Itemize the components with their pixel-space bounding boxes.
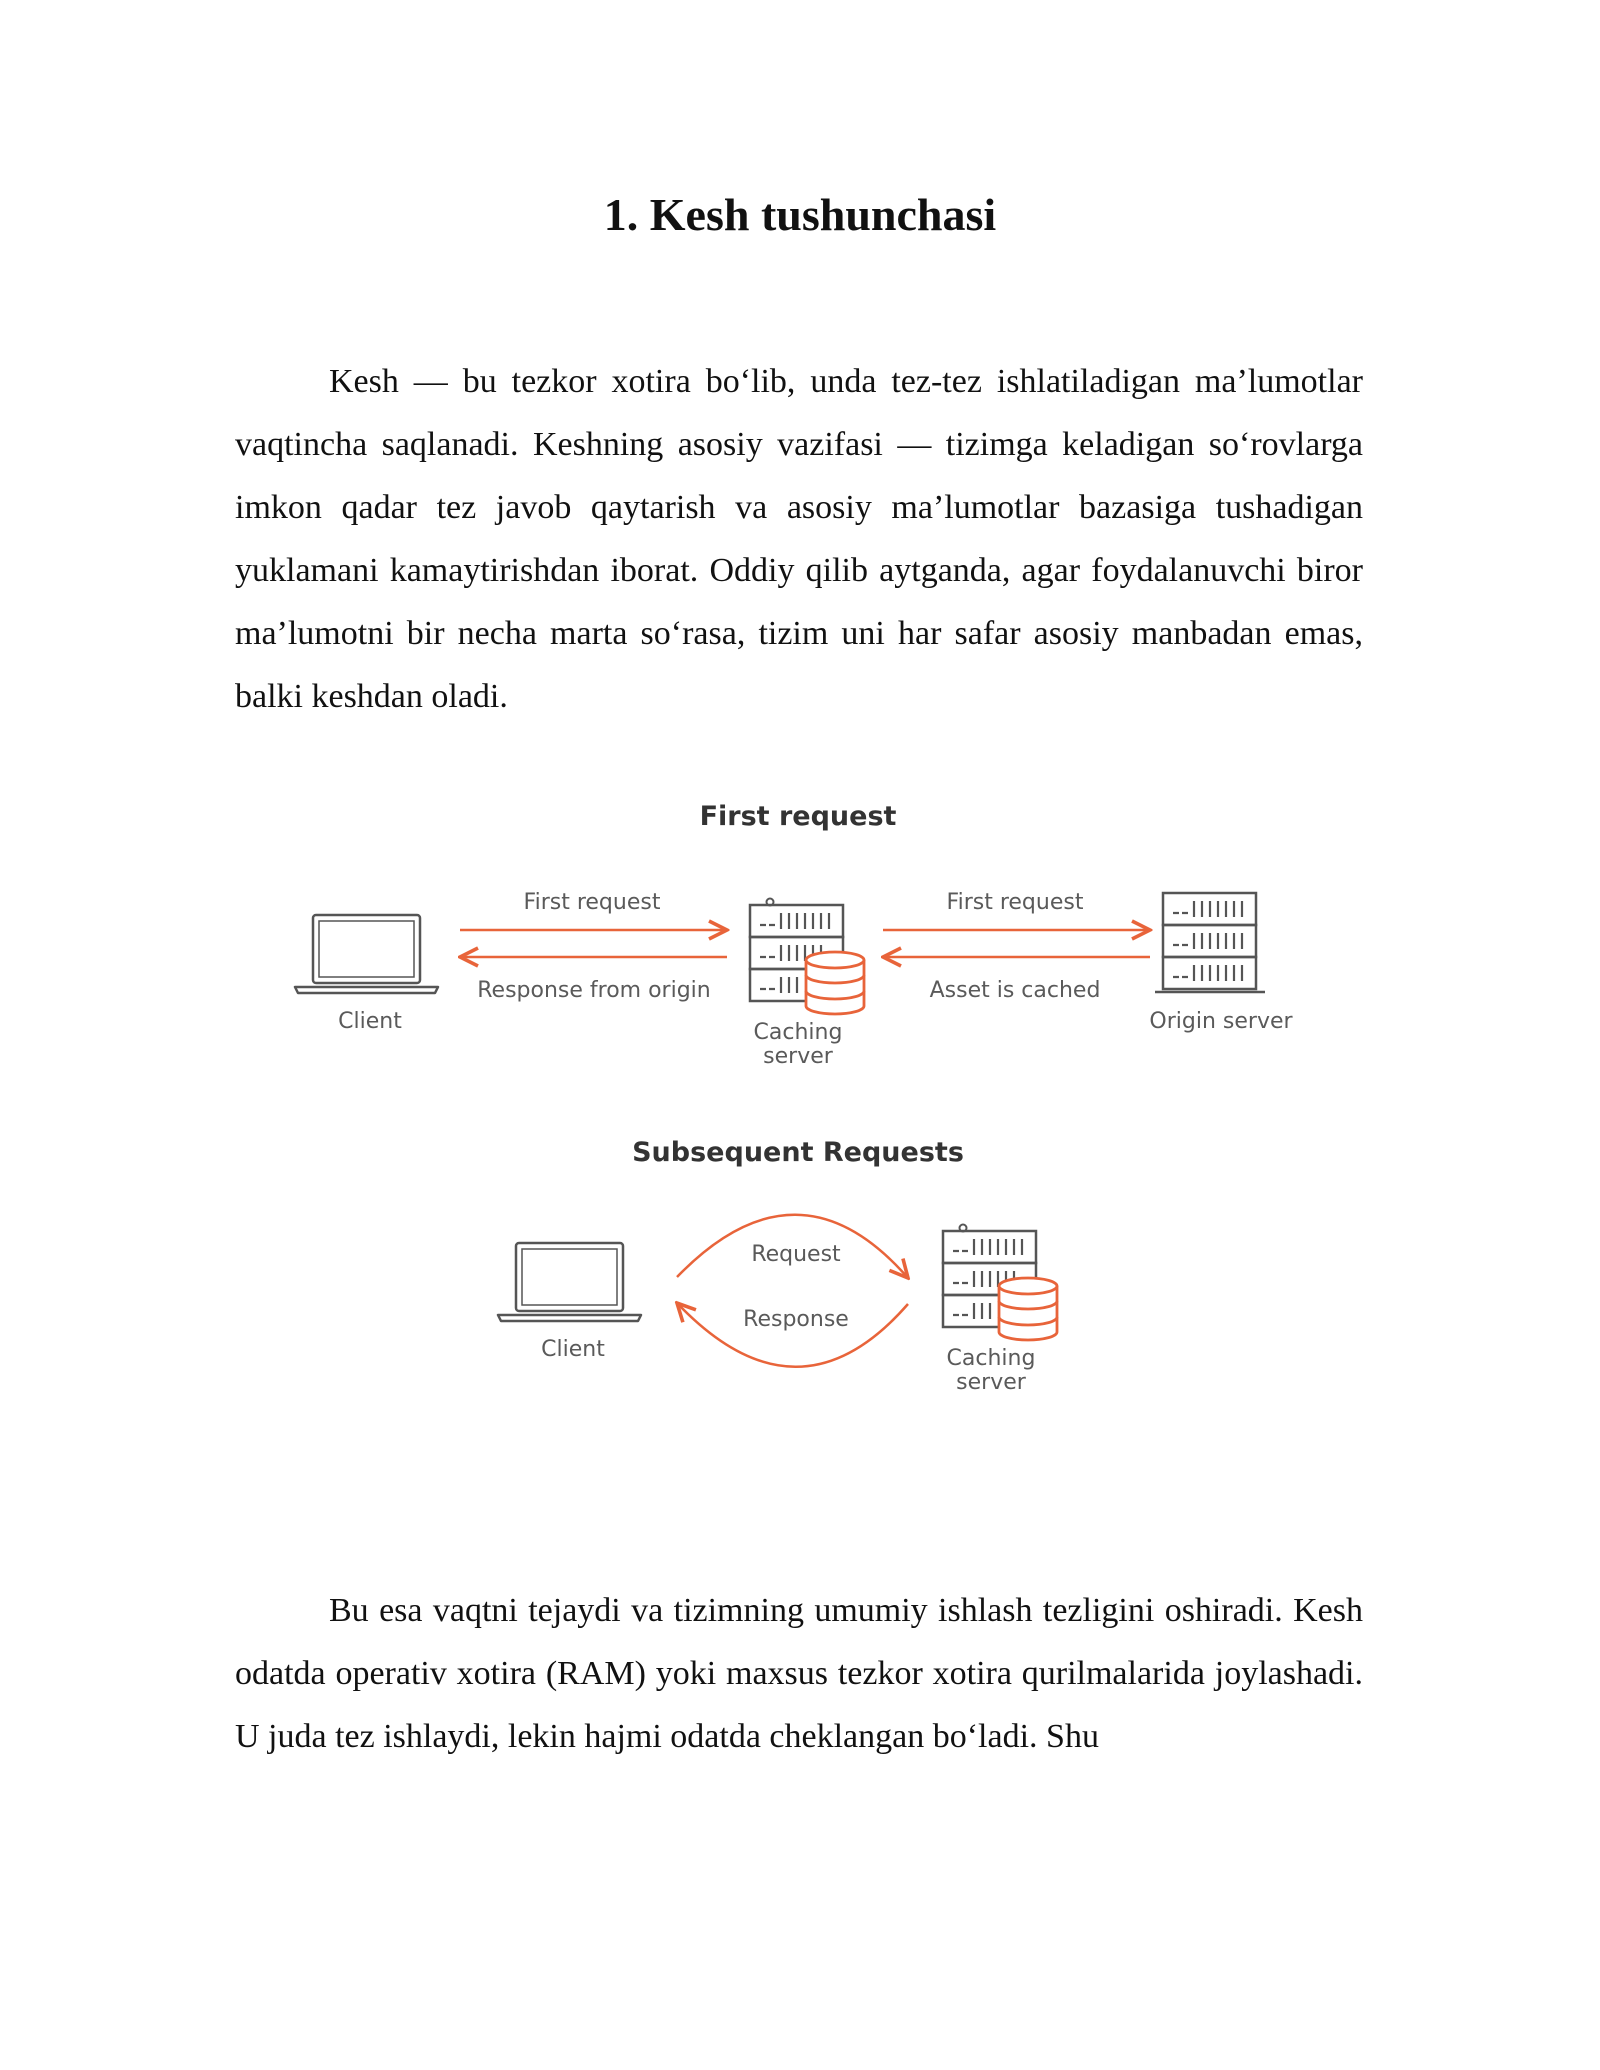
caching-label-2-line2: server [956,1370,1026,1395]
laptop-icon [295,915,438,993]
client-label: Client [338,1009,402,1034]
caching-label-2-line1: Caching [946,1346,1036,1371]
arrow-label-response-from-origin: Response from origin [477,978,711,1003]
arrow-label-first-request: First request [523,890,661,915]
caching-label-line2: server [763,1044,833,1069]
caching-server-icon [750,899,864,1015]
request-label: Request [751,1242,841,1267]
client-label-2: Client [541,1337,605,1362]
laptop-icon [498,1243,641,1321]
origin-label: Origin server [1149,1009,1293,1034]
database-icon [806,952,864,1014]
arrow-label-first-request-2: First request [946,890,1084,915]
origin-server-icon [1155,893,1265,992]
caching-server-icon [943,1225,1057,1341]
response-label: Response [743,1307,849,1332]
caching-diagram [260,790,1340,1430]
page-title: 1. Kesh tushunchasi [603,189,997,240]
database-icon [999,1278,1057,1340]
caching-label-line1: Caching [753,1020,843,1045]
continuation-paragraph: Bu esa vaqtni tejaydi va tizimning umumiy ishlash tezligini oshiradi. Kesh odatda operativ xotira (RAM) yoki maxsus tezkor xotira qurilmalarida joylashadi. U juda tez ishlaydi, lekin hajmi odatda cheklangan bo‘ladi. Shu [235,1592,1363,1755]
arrow-label-asset-cached: Asset is cached [929,978,1101,1003]
intro-paragraph: Kesh — bu tezkor xotira bo‘lib, unda tez-tez ishlatiladigan ma’lumotlar vaqtincha saqlanadi. Keshning asosiy vazifasi — tizimga keladigan so‘rovlarga imkon qadar tez javob qaytarish va asosiy ma’lumotlar bazasiga tushadigan yuklamani kamaytirishdan iborat. Oddiy qilib aytganda, agar foydalanuvchi biror ma’lumotni bir necha marta so‘rasa, tizim uni har safar asosiy manbadan emas, balki keshdan oladi. [235,363,1363,715]
first-request-title: First request [699,801,897,832]
subsequent-requests-title: Subsequent Requests [632,1137,964,1168]
